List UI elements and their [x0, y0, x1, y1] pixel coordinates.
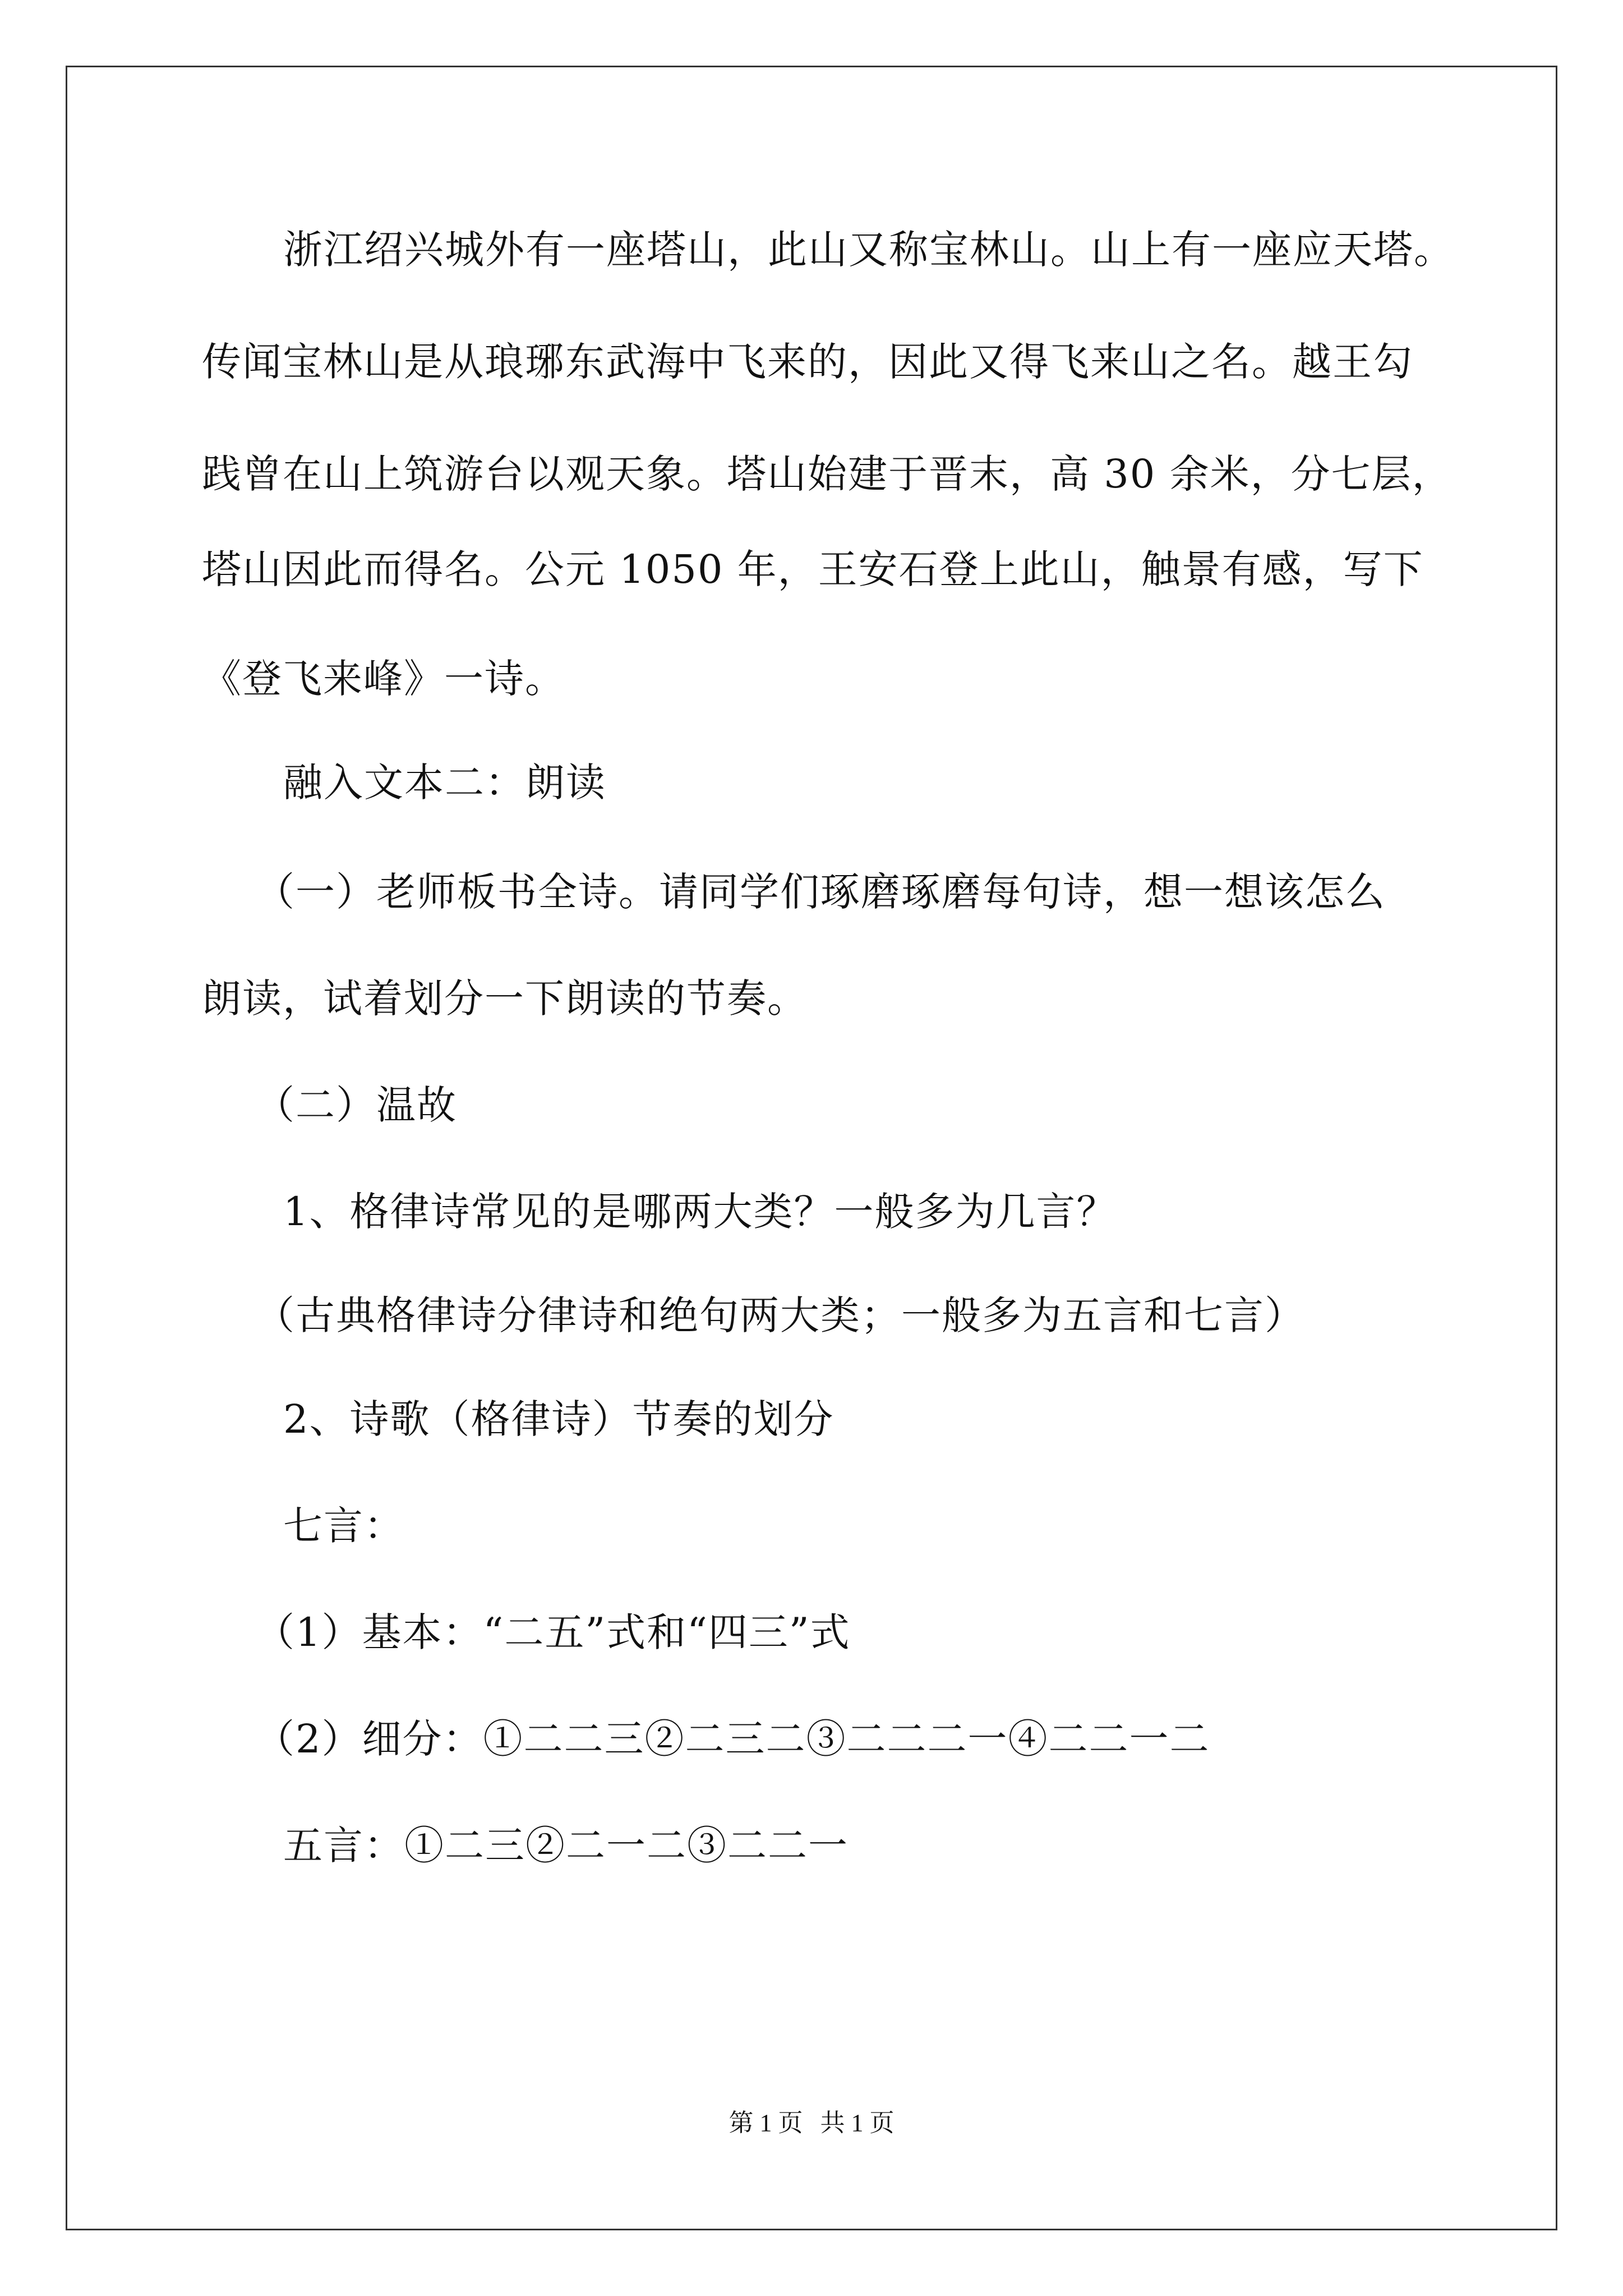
page-total: 共 1 页 [820, 2109, 895, 2137]
section-heading: 融入文本二：朗读 [283, 760, 606, 806]
paragraph-line: （2）细分：①二二三②二三二③二二二一④二二一二 [255, 1716, 1210, 1762]
page-border [66, 66, 1557, 2230]
paragraph-line: 塔山因此而得名。公元 1050 年，王安石登上此山，触景有感，写下 [202, 546, 1424, 592]
paragraph-line: 朗读，试着划分一下朗读的节奏。 [202, 976, 808, 1022]
paragraph-line: 践曾在山上筑游台以观天象。塔山始建于晋末，高 30 余米，分七层， [202, 451, 1453, 497]
paragraph-line: （1）基本：“二五”式和“四三”式 [255, 1609, 851, 1655]
question-line: 1、格律诗常见的是哪两大类？一般多为几言？ [283, 1189, 1117, 1235]
paragraph-line: 七言： [283, 1503, 404, 1549]
subsection-heading: （二）温故 [255, 1082, 457, 1128]
paragraph-line: 《登飞来峰》一诗。 [202, 656, 565, 702]
answer-line: （古典格律诗分律诗和绝句两大类；一般多为五言和七言） [255, 1292, 1305, 1338]
paragraph-line: 传闻宝林山是从琅琊东武海中飞来的，因此又得飞来山之名。越王勾 [202, 339, 1413, 385]
paragraph-line: 浙江绍兴城外有一座塔山，此山又称宝林山。山上有一座应天塔。 [283, 227, 1454, 273]
page-number: 第 1 页 [728, 2109, 803, 2137]
question-line: 2、诗歌（格律诗）节奏的划分 [283, 1396, 834, 1442]
page-footer [0, 2106, 1623, 2140]
paragraph-line: 五言：①二三②二一二③二二一 [283, 1823, 849, 1869]
paragraph-line: （一）老师板书全诗。请同学们琢磨琢磨每句诗，想一想该怎么 [255, 869, 1386, 915]
